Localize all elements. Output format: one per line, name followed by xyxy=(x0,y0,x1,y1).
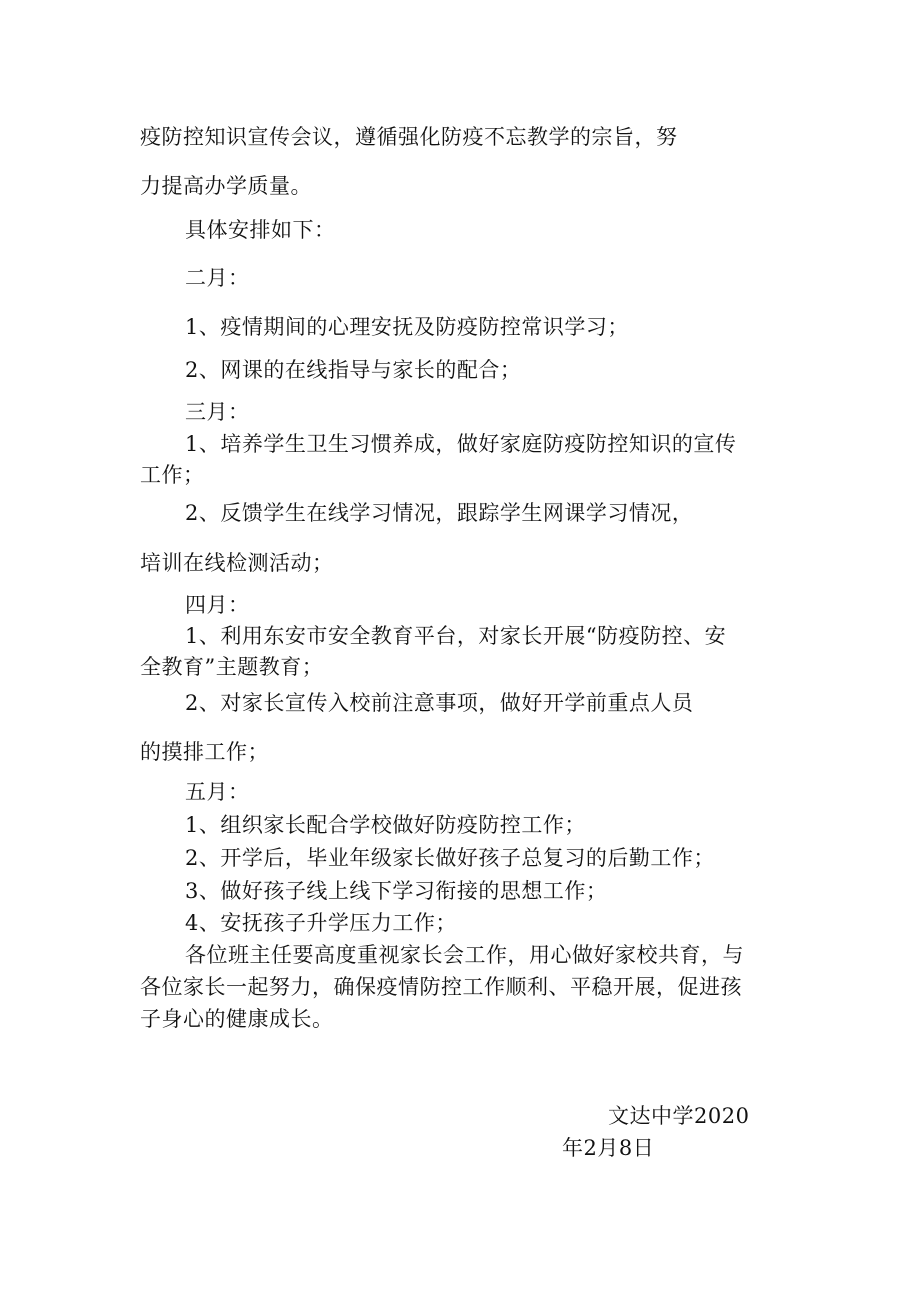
month-heading: 五月： xyxy=(185,780,250,804)
list-item-continuation: 的摸排工作； xyxy=(140,740,269,764)
list-item: 2、对家长宣传入校前注意事项，做好开学前重点人员 xyxy=(185,691,694,715)
closing-paragraph: 子身心的健康成长。 xyxy=(140,1007,334,1031)
closing-paragraph: 各位家长一起努力，确保疫情防控工作顺利、平稳开展，促进孩 xyxy=(140,975,742,999)
list-item: 2、网课的在线指导与家长的配合； xyxy=(185,358,522,382)
paragraph-line: 力提高办学质量。 xyxy=(140,174,312,198)
list-item-continuation: 全教育”主题教育； xyxy=(140,655,324,679)
list-item: 1、培养学生卫生习惯养成，做好家庭防疫防控知识的宣传 xyxy=(185,432,737,456)
list-item: 1、组织家长配合学校做好防疫防控工作； xyxy=(185,813,586,837)
list-item-continuation: 工作； xyxy=(140,463,205,487)
list-item: 4、安抚孩子升学压力工作； xyxy=(185,911,457,935)
signature-date: 年2月8日 xyxy=(562,1136,655,1160)
list-item: 3、做好孩子线上线下学习衔接的思想工作； xyxy=(185,879,608,903)
list-item: 2、开学后，毕业年级家长做好孩子总复习的后勤工作； xyxy=(185,846,715,870)
month-heading: 三月： xyxy=(185,400,250,424)
list-item: 1、利用东安市安全教育平台，对家长开展“防疫防控、安 xyxy=(185,624,727,648)
list-item-continuation: 培训在线检测活动； xyxy=(140,551,334,575)
month-heading: 四月： xyxy=(185,593,250,617)
month-heading: 二月： xyxy=(185,266,250,290)
list-item: 2、反馈学生在线学习情况，跟踪学生网课学习情况， xyxy=(185,501,694,525)
signature-organization: 文达中学2020 xyxy=(608,1104,750,1128)
list-item: 1、疫情期间的心理安抚及防疫防控常识学习； xyxy=(185,315,629,339)
paragraph-line: 疫防控知识宣传会议，遵循强化防疫不忘教学的宗旨，努 xyxy=(140,125,678,149)
closing-paragraph: 各位班主任要高度重视家长会工作，用心做好家校共育，与 xyxy=(185,943,744,967)
paragraph-line: 具体安排如下： xyxy=(185,218,336,242)
